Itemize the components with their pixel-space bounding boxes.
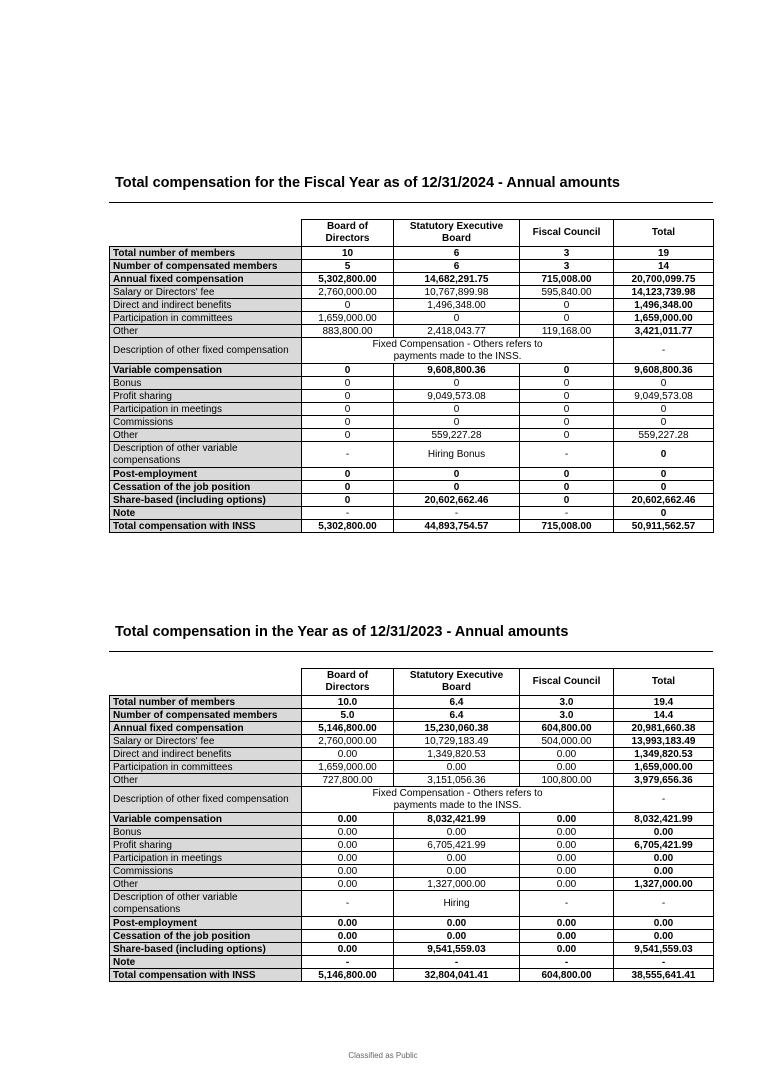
cell-total: 559,227.28 [614, 429, 714, 442]
cell-total: 3,979,656.36 [614, 774, 714, 787]
cell-executive: 559,227.28 [394, 429, 520, 442]
cell-board: 0 [302, 416, 394, 429]
row-label: Note [110, 507, 302, 520]
row-label: Cessation of the job position [110, 930, 302, 943]
cell-total: - [614, 787, 714, 813]
cell-board: 0.00 [302, 748, 394, 761]
row-label: Total number of members [110, 696, 302, 709]
cell-total: - [614, 891, 714, 917]
header-corner [110, 220, 302, 247]
cell-fiscal: 595,840.00 [520, 286, 614, 299]
cell-board: 0 [302, 299, 394, 312]
cell-fiscal: 0.00 [520, 852, 614, 865]
cell-fiscal: 0 [520, 468, 614, 481]
cell-total: 20,700,099.75 [614, 273, 714, 286]
cell-executive: 6.4 [394, 709, 520, 722]
cell-executive: 32,804,041.41 [394, 969, 520, 982]
cell-fiscal: 0 [520, 403, 614, 416]
cell-executive: 1,496,348.00 [394, 299, 520, 312]
table-row [110, 930, 714, 943]
cell-total: 0.00 [614, 865, 714, 878]
cell-total: 1,349,820.53 [614, 748, 714, 761]
cell-executive: 0.00 [394, 852, 520, 865]
cell-fiscal: 3 [520, 260, 614, 273]
cell-fiscal: 715,008.00 [520, 273, 614, 286]
cell-total: 14,123,739.98 [614, 286, 714, 299]
table-row [110, 852, 714, 865]
table-row [110, 507, 714, 520]
cell-board: 0 [302, 494, 394, 507]
table-row [110, 468, 714, 481]
table-row [110, 442, 714, 468]
row-label: Variable compensation [110, 364, 302, 377]
table-row [110, 299, 714, 312]
row-label: Salary or Directors' fee [110, 286, 302, 299]
cell-executive: 2,418,043.77 [394, 325, 520, 338]
cell-fiscal: - [520, 956, 614, 969]
compensation-table [109, 219, 714, 533]
row-label: Cessation of the job position [110, 481, 302, 494]
table-row [110, 377, 714, 390]
cell-executive: 0 [394, 481, 520, 494]
cell-board: 0 [302, 403, 394, 416]
table-row [110, 735, 714, 748]
cell-fiscal: 604,800.00 [520, 969, 614, 982]
row-label: Direct and indirect benefits [110, 748, 302, 761]
row-label: Annual fixed compensation [110, 273, 302, 286]
cell-fiscal: 715,008.00 [520, 520, 614, 533]
cell-fiscal: 504,000.00 [520, 735, 614, 748]
cell-total: 0.00 [614, 917, 714, 930]
header-total: Total [614, 669, 714, 696]
row-label: Total compensation with INSS [110, 520, 302, 533]
row-label: Share-based (including options) [110, 494, 302, 507]
row-label: Bonus [110, 826, 302, 839]
row-label: Participation in meetings [110, 852, 302, 865]
row-label: Bonus [110, 377, 302, 390]
cell-board: 1,659,000.00 [302, 761, 394, 774]
cell-fiscal: 119,168.00 [520, 325, 614, 338]
cell-total: 9,541,559.03 [614, 943, 714, 956]
table-row [110, 338, 714, 364]
table-row [110, 390, 714, 403]
row-label: Participation in committees [110, 761, 302, 774]
cell-total: - [614, 956, 714, 969]
row-label: Annual fixed compensation [110, 722, 302, 735]
cell-board: 0 [302, 429, 394, 442]
table-row [110, 722, 714, 735]
cell-fiscal: 0.00 [520, 865, 614, 878]
cell-board: 0.00 [302, 813, 394, 826]
cell-executive: 20,602,662.46 [394, 494, 520, 507]
table-row [110, 312, 714, 325]
cell-executive: 6 [394, 260, 520, 273]
cell-board: 10.0 [302, 696, 394, 709]
cell-fiscal: 3.0 [520, 709, 614, 722]
cell-fiscal: 0.00 [520, 813, 614, 826]
cell-executive: 0 [394, 312, 520, 325]
row-label: Direct and indirect benefits [110, 299, 302, 312]
cell-total: 6,705,421.99 [614, 839, 714, 852]
header-statutory-executive-board: Statutory Executive Board [394, 220, 520, 247]
cell-executive: 9,541,559.03 [394, 943, 520, 956]
cell-executive: 8,032,421.99 [394, 813, 520, 826]
table-row [110, 891, 714, 917]
cell-total: - [614, 338, 714, 364]
classification-footer: Classified as Public [348, 1051, 418, 1060]
table-row [110, 878, 714, 891]
cell-executive: 0 [394, 377, 520, 390]
table-header-row [110, 220, 714, 247]
cell-board: 0.00 [302, 878, 394, 891]
table-row [110, 865, 714, 878]
cell-fiscal: 0.00 [520, 826, 614, 839]
cell-total: 0 [614, 377, 714, 390]
cell-board: 5,302,800.00 [302, 273, 394, 286]
cell-executive: 0 [394, 403, 520, 416]
cell-total: 19 [614, 247, 714, 260]
row-label: Post-employment [110, 468, 302, 481]
row-label: Other [110, 325, 302, 338]
row-label: Other [110, 429, 302, 442]
table-row [110, 969, 714, 982]
cell-board: 0 [302, 390, 394, 403]
cell-executive: 6.4 [394, 696, 520, 709]
table-row [110, 481, 714, 494]
cell-board: 727,800.00 [302, 774, 394, 787]
cell-total: 14 [614, 260, 714, 273]
cell-total: 19.4 [614, 696, 714, 709]
cell-executive: 6,705,421.99 [394, 839, 520, 852]
table-row [110, 956, 714, 969]
cell-executive: Hiring Bonus [394, 442, 520, 468]
table-row [110, 364, 714, 377]
cell-executive: 10,767,899.98 [394, 286, 520, 299]
merged-description-cell: Fixed Compensation - Others refers to payments made to the INSS. [302, 338, 614, 364]
header-corner [110, 669, 302, 696]
header-total: Total [614, 220, 714, 247]
cell-executive: 0.00 [394, 917, 520, 930]
cell-board: - [302, 956, 394, 969]
cell-executive: 0 [394, 468, 520, 481]
cell-executive: 6 [394, 247, 520, 260]
cell-fiscal: 0.00 [520, 748, 614, 761]
cell-fiscal: 0.00 [520, 917, 614, 930]
cell-fiscal: 0 [520, 481, 614, 494]
cell-fiscal: 0 [520, 416, 614, 429]
cell-executive: - [394, 507, 520, 520]
table-header-row [110, 669, 714, 696]
cell-board: 2,760,000.00 [302, 735, 394, 748]
cell-total: 20,602,662.46 [614, 494, 714, 507]
cell-total: 9,608,800.36 [614, 364, 714, 377]
row-label: Salary or Directors' fee [110, 735, 302, 748]
cell-fiscal: 0.00 [520, 943, 614, 956]
cell-board: 0.00 [302, 930, 394, 943]
section-title: Total compensation for the Fiscal Year as of 12/31/2024 - Annual amounts [115, 175, 620, 191]
table-row [110, 403, 714, 416]
cell-fiscal: 0.00 [520, 839, 614, 852]
cell-fiscal: - [520, 507, 614, 520]
section-title: Total compensation in the Year as of 12/31/2023 - Annual amounts [115, 624, 569, 640]
cell-total: 1,659,000.00 [614, 761, 714, 774]
table-row [110, 761, 714, 774]
row-label: Variable compensation [110, 813, 302, 826]
title-rule [109, 651, 713, 652]
row-label: Number of compensated members [110, 709, 302, 722]
row-label: Participation in committees [110, 312, 302, 325]
header-fiscal-council: Fiscal Council [520, 220, 614, 247]
cell-total: 0 [614, 468, 714, 481]
cell-board: 0 [302, 377, 394, 390]
cell-fiscal: 0.00 [520, 761, 614, 774]
row-label: Post-employment [110, 917, 302, 930]
table-row [110, 429, 714, 442]
cell-total: 0.00 [614, 852, 714, 865]
table-row [110, 273, 714, 286]
row-label: Description of other fixed compensation [110, 787, 302, 813]
cell-board: - [302, 442, 394, 468]
cell-executive: 0.00 [394, 930, 520, 943]
cell-total: 38,555,641.41 [614, 969, 714, 982]
cell-fiscal: 0.00 [520, 878, 614, 891]
cell-executive: 0.00 [394, 865, 520, 878]
table-row [110, 943, 714, 956]
cell-board: 5,146,800.00 [302, 969, 394, 982]
row-label: Description of other fixed compensation [110, 338, 302, 364]
cell-executive: 44,893,754.57 [394, 520, 520, 533]
table-row [110, 774, 714, 787]
row-label: Other [110, 774, 302, 787]
cell-total: 20,981,660.38 [614, 722, 714, 735]
table-row [110, 247, 714, 260]
cell-board: 2,760,000.00 [302, 286, 394, 299]
row-label: Total compensation with INSS [110, 969, 302, 982]
cell-total: 0 [614, 481, 714, 494]
cell-total: 8,032,421.99 [614, 813, 714, 826]
cell-total: 50,911,562.57 [614, 520, 714, 533]
table-row [110, 787, 714, 813]
cell-board: 10 [302, 247, 394, 260]
cell-executive: 9,608,800.36 [394, 364, 520, 377]
cell-total: 0 [614, 403, 714, 416]
row-label: Description of other variable compensations [110, 891, 302, 917]
cell-fiscal: 0 [520, 312, 614, 325]
table-row [110, 416, 714, 429]
row-label: Profit sharing [110, 390, 302, 403]
row-label: Description of other variable compensations [110, 442, 302, 468]
cell-board: 1,659,000.00 [302, 312, 394, 325]
cell-total: 0 [614, 507, 714, 520]
cell-board: 0.00 [302, 865, 394, 878]
table-row [110, 813, 714, 826]
table-row [110, 494, 714, 507]
cell-board: 5,302,800.00 [302, 520, 394, 533]
row-label: Total number of members [110, 247, 302, 260]
cell-executive: - [394, 956, 520, 969]
cell-fiscal: 3.0 [520, 696, 614, 709]
row-label: Number of compensated members [110, 260, 302, 273]
cell-board: 5 [302, 260, 394, 273]
cell-executive: 1,327,000.00 [394, 878, 520, 891]
title-rule [109, 202, 713, 203]
cell-executive: 1,349,820.53 [394, 748, 520, 761]
cell-total: 0 [614, 442, 714, 468]
cell-board: - [302, 507, 394, 520]
cell-fiscal: 0 [520, 299, 614, 312]
header-statutory-executive-board: Statutory Executive Board [394, 669, 520, 696]
cell-fiscal: 0.00 [520, 930, 614, 943]
table-row [110, 260, 714, 273]
cell-board: 0 [302, 364, 394, 377]
cell-executive: 3,151,056.36 [394, 774, 520, 787]
cell-total: 1,327,000.00 [614, 878, 714, 891]
cell-executive: Hiring [394, 891, 520, 917]
cell-board: 0 [302, 481, 394, 494]
cell-total: 9,049,573.08 [614, 390, 714, 403]
cell-board: 883,800.00 [302, 325, 394, 338]
cell-board: 5,146,800.00 [302, 722, 394, 735]
cell-total: 0 [614, 416, 714, 429]
cell-executive: 0 [394, 416, 520, 429]
table-row [110, 696, 714, 709]
cell-board: - [302, 891, 394, 917]
row-label: Profit sharing [110, 839, 302, 852]
cell-board: 0.00 [302, 839, 394, 852]
cell-board: 0.00 [302, 852, 394, 865]
table-row [110, 917, 714, 930]
cell-fiscal: 0 [520, 429, 614, 442]
table-row [110, 520, 714, 533]
header-board-of-directors: Board of Directors [302, 220, 394, 247]
cell-fiscal: 3 [520, 247, 614, 260]
compensation-table [109, 668, 714, 982]
table-row [110, 709, 714, 722]
cell-total: 1,496,348.00 [614, 299, 714, 312]
row-label: Share-based (including options) [110, 943, 302, 956]
cell-fiscal: 604,800.00 [520, 722, 614, 735]
table-row [110, 748, 714, 761]
cell-fiscal: 100,800.00 [520, 774, 614, 787]
cell-fiscal: 0 [520, 390, 614, 403]
cell-total: 3,421,011.77 [614, 325, 714, 338]
cell-executive: 15,230,060.38 [394, 722, 520, 735]
cell-executive: 10,729,183.49 [394, 735, 520, 748]
row-label: Commissions [110, 416, 302, 429]
cell-total: 0.00 [614, 826, 714, 839]
cell-executive: 0.00 [394, 826, 520, 839]
cell-executive: 0.00 [394, 761, 520, 774]
cell-total: 1,659,000.00 [614, 312, 714, 325]
cell-total: 14.4 [614, 709, 714, 722]
cell-board: 0.00 [302, 826, 394, 839]
cell-board: 5.0 [302, 709, 394, 722]
header-fiscal-council: Fiscal Council [520, 669, 614, 696]
row-label: Commissions [110, 865, 302, 878]
cell-board: 0.00 [302, 943, 394, 956]
cell-fiscal: 0 [520, 377, 614, 390]
row-label: Participation in meetings [110, 403, 302, 416]
cell-fiscal: - [520, 891, 614, 917]
row-label: Note [110, 956, 302, 969]
table-row [110, 839, 714, 852]
row-label: Other [110, 878, 302, 891]
cell-board: 0.00 [302, 917, 394, 930]
cell-total: 13,993,183.49 [614, 735, 714, 748]
table-row [110, 286, 714, 299]
cell-fiscal: - [520, 442, 614, 468]
cell-fiscal: 0 [520, 364, 614, 377]
header-board-of-directors: Board of Directors [302, 669, 394, 696]
cell-total: 0.00 [614, 930, 714, 943]
cell-executive: 14,682,291.75 [394, 273, 520, 286]
merged-description-cell: Fixed Compensation - Others refers to payments made to the INSS. [302, 787, 614, 813]
cell-fiscal: 0 [520, 494, 614, 507]
cell-executive: 9,049,573.08 [394, 390, 520, 403]
cell-board: 0 [302, 468, 394, 481]
table-row [110, 325, 714, 338]
table-row [110, 826, 714, 839]
